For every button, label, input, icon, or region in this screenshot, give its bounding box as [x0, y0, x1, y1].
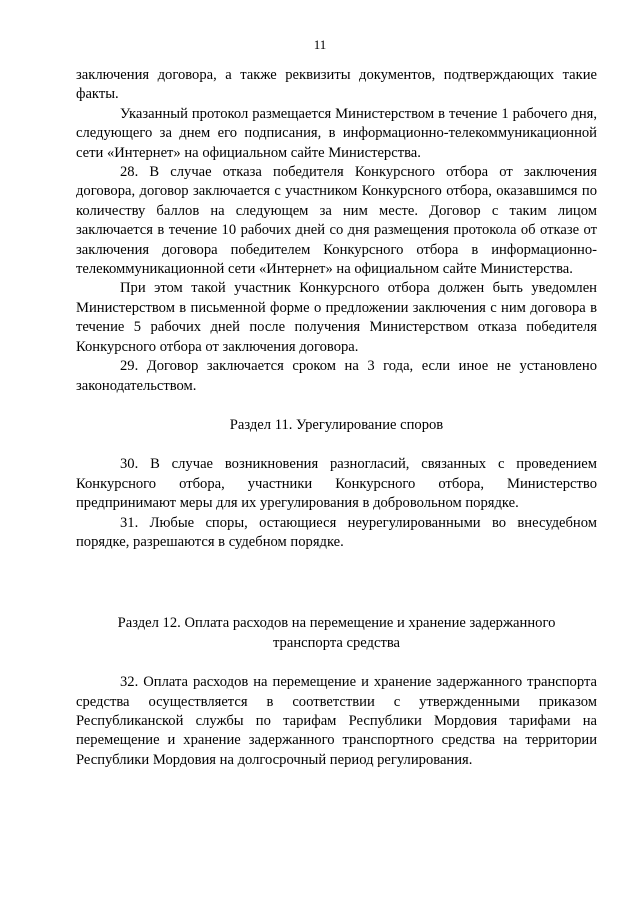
section-11-title: Раздел 11. Урегулирование споров	[229, 416, 444, 433]
paragraph-32: 32. Оплата расходов на перемещение и хранение задержанного транспорта средства осуществляется в соответствии с утвержденными приказом Республиканской службы по тарифам Республики Мордовия тарифами на перемещение и хранение задержанного транспортного средства на территории Республики Мордовия на долгосрочный период регулирования.	[76, 674, 597, 768]
paragraph-protocol-publication: Указанный протокол размещается Министерством в течение 1 рабочего дня, следующего за днем его подписания, в информационно-телекоммуникационной сети «Интернет» на официальном сайте Министерства.	[76, 105, 597, 161]
section-12-title-line-1: Раздел 12. Оплата расходов на перемещение и хранение задержанного	[117, 615, 556, 632]
page-number: 11	[313, 37, 327, 52]
paragraph-participant-notification: При этом такой участник Конкурсного отбора должен быть уведомлен Министерством в письменной форме о предложении заключения с ним договора в течение 5 рабочих дней после получения Министерством отказа победителя Конкурсного отбора от заключения договора.	[76, 280, 597, 355]
paragraph-continuation: заключения договора, а также реквизиты документов, подтверждающих такие факты.	[76, 67, 597, 103]
spacer	[76, 552, 597, 614]
paragraph-29: 29. Договор заключается сроком на 3 года, если иное не установлено законодательством.	[76, 358, 597, 394]
paragraph-30: 30. В случае возникновения разногласий, связанных с проведением Конкурсного отбора, участники Конкурсного отбора, Министерство предпринимают меры для их урегулирования в добровольном порядке.	[76, 456, 597, 512]
spacer	[76, 435, 597, 455]
section-12-title-line-2: транспорта средства	[272, 634, 401, 651]
spacer	[76, 396, 597, 416]
spacer	[76, 653, 597, 673]
paragraph-28: 28. В случае отказа победителя Конкурсного отбора от заключения договора, договор заключается с участником Конкурсного отбора, оказавшимся по количеству баллов на следующем за ним месте. Договор с таким лицом заключается в течение 10 рабочих дней со дня размещения протокола об отказе от заключения договора победителем Конкурсного отбора в информационно-телекоммуникационной сети «Интернет» на официальном сайте Министерства.	[76, 164, 597, 278]
paragraph-31: 31. Любые споры, остающиеся неурегулированными во внесудебном порядке, разрешаются в судебном порядке.	[76, 514, 597, 550]
document-body	[76, 66, 597, 770]
